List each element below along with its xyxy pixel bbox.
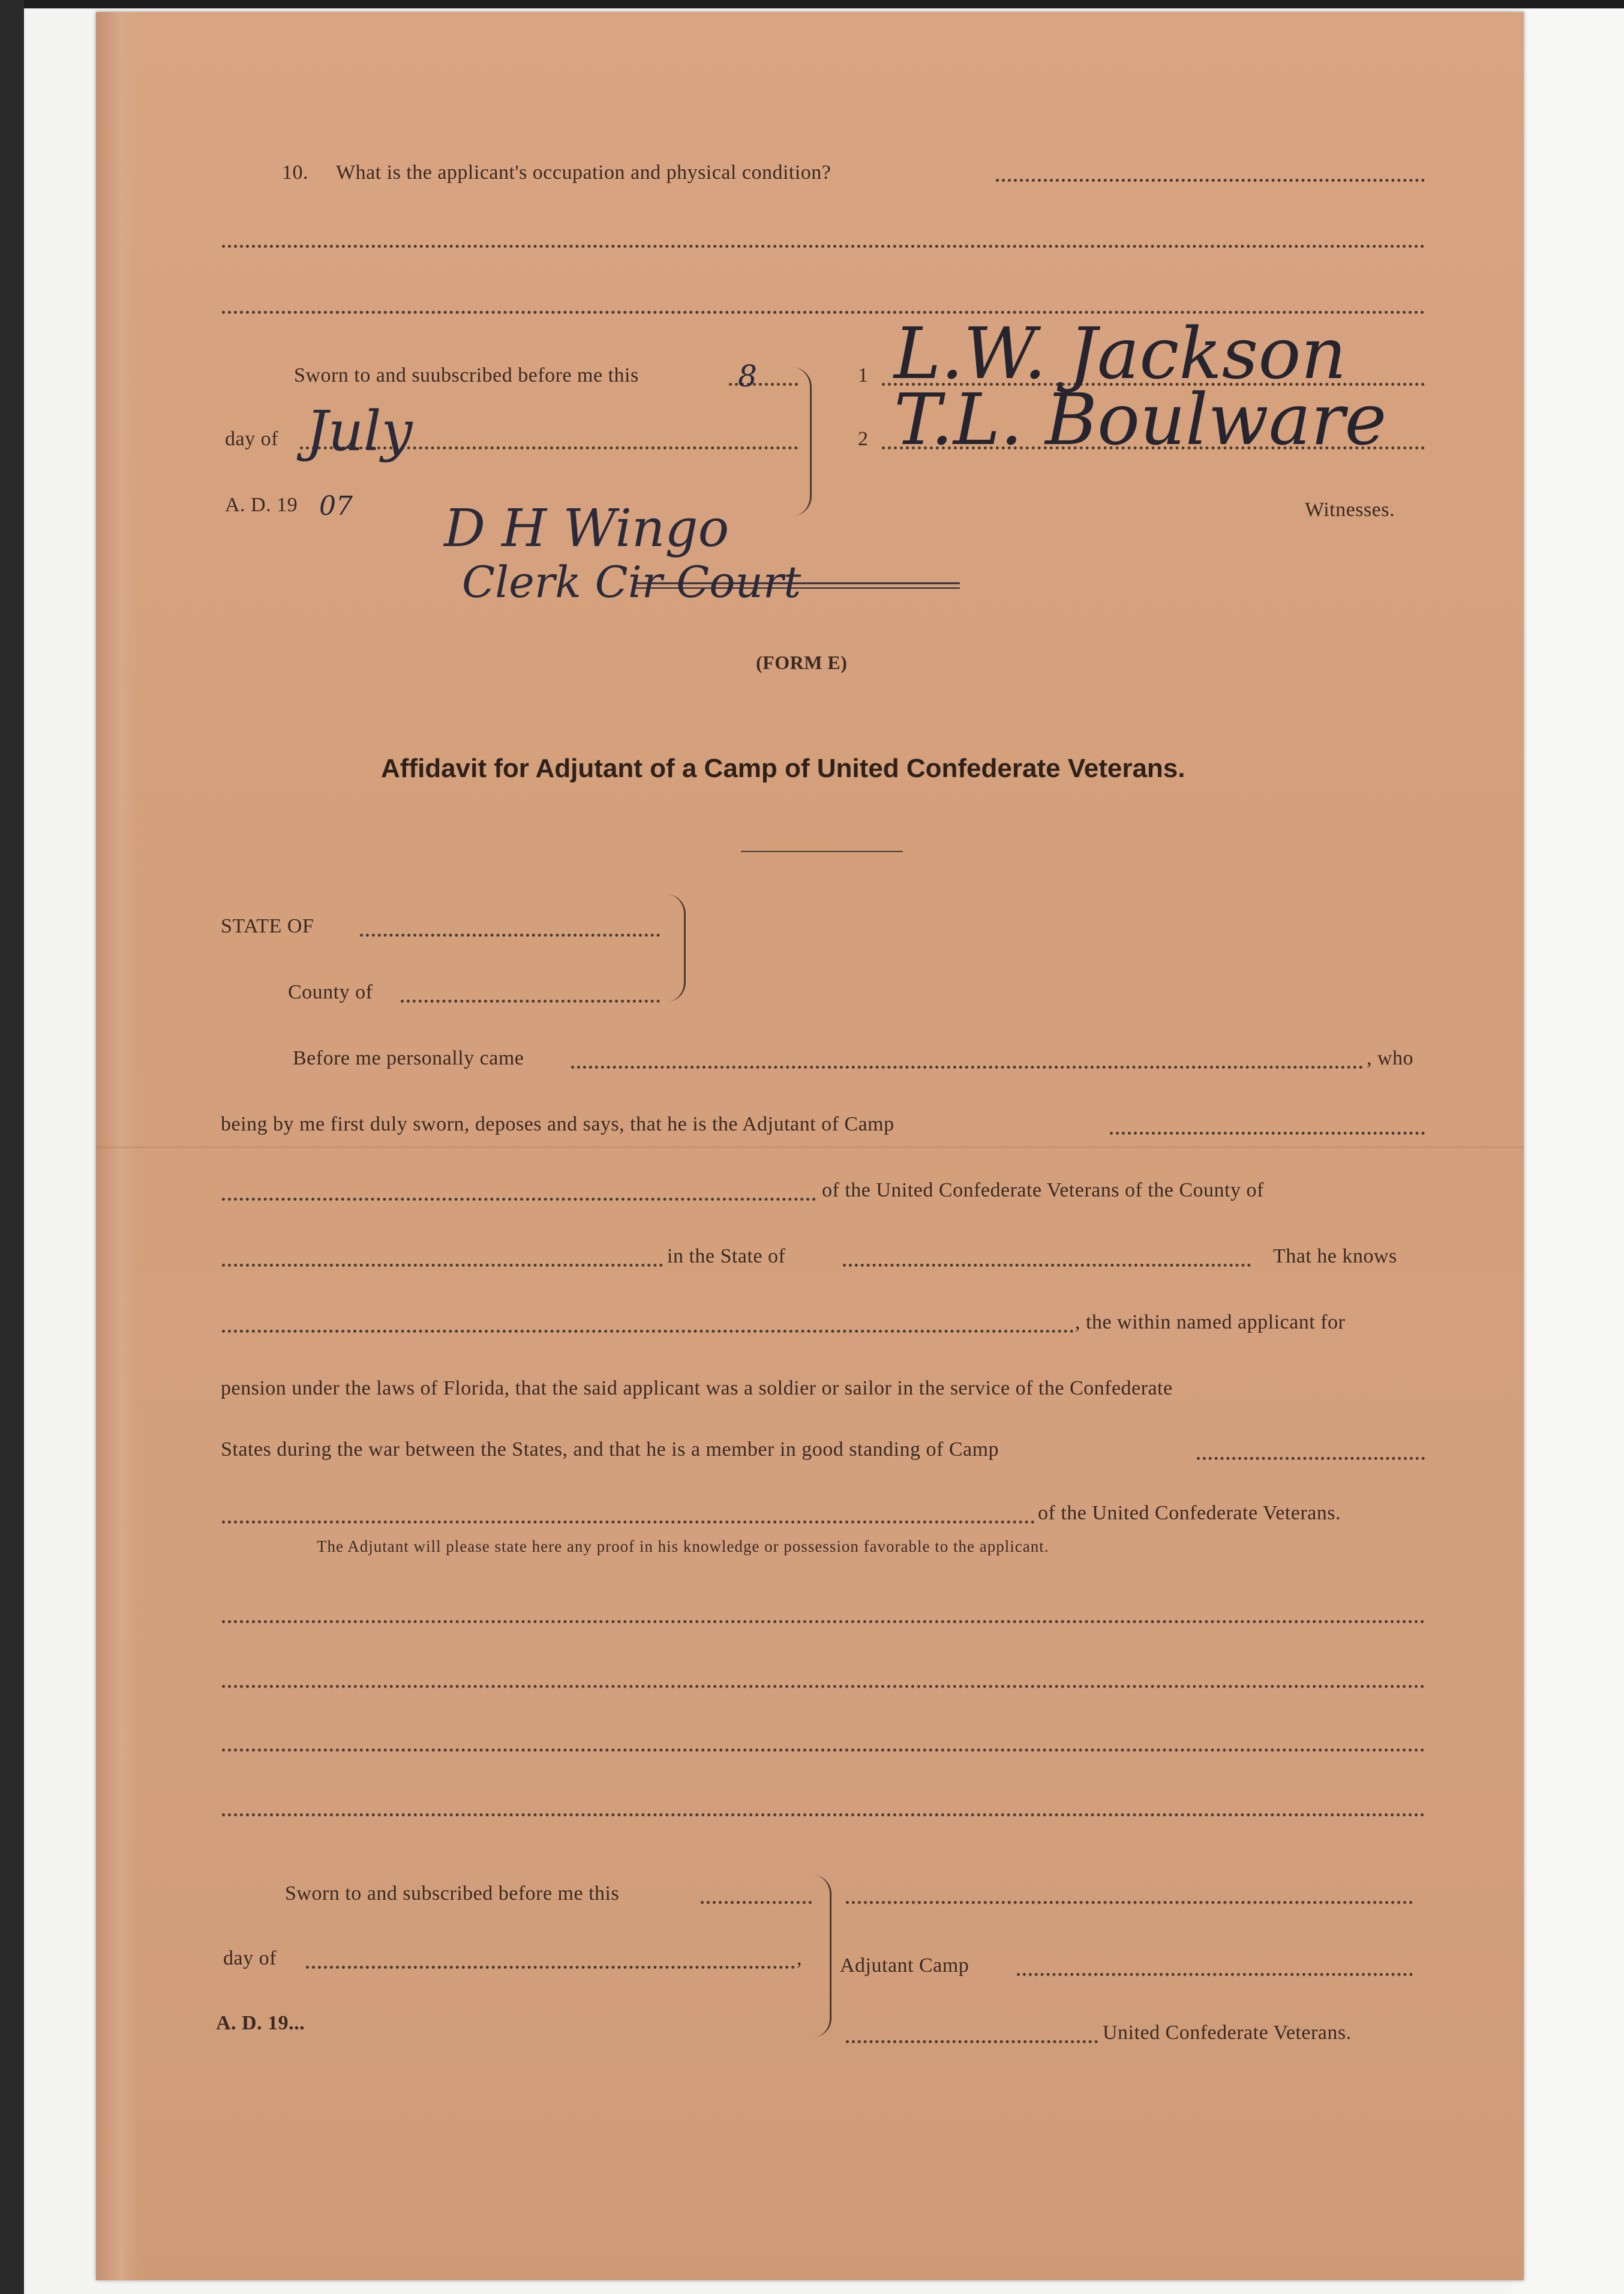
- body-line-1-end: , who: [1367, 1047, 1414, 1069]
- adjutant-instruction: The Adjutant will please state here any proof in his knowledge or possession favorable to the applicant.: [317, 1537, 1049, 1555]
- sworn-day-line-2[interactable]: [701, 1901, 812, 1904]
- body-line-6: pension under the laws of Florida, that the said applicant was a soldier or sailor in the service of the Confederate: [221, 1377, 1173, 1399]
- svg-text:L.W. Jackson: L.W. Jackson: [894, 312, 1347, 395]
- state-label: STATE OF: [221, 915, 314, 937]
- affiant-name-line[interactable]: [571, 1066, 1363, 1069]
- form-title: Affidavit for Adjutant of a Camp of United Confederate Veterans.: [381, 754, 1185, 783]
- witness-1-number: 1: [858, 364, 869, 386]
- body-line-5: , the within named applicant for: [1075, 1311, 1346, 1333]
- adjutant-signature-line[interactable]: [846, 1901, 1413, 1904]
- body-line-4-end: That he knows: [1273, 1245, 1397, 1267]
- witnesses-label: Witnesses.: [1305, 499, 1395, 521]
- county-name-line[interactable]: [222, 1264, 663, 1267]
- question-10-text: What is the applicant's occupation and physical condition?: [336, 161, 831, 184]
- handwritten-month: [300, 384, 516, 474]
- body-line-7: States during the war between the States, and that he is a member in good standing of Camp: [221, 1438, 999, 1461]
- camp-line-2[interactable]: [222, 1198, 816, 1201]
- sworn-label: Sworn to and suubscribed before me this: [294, 364, 639, 386]
- venue-bracket: [666, 894, 686, 1002]
- body-line-8: of the United Confederate Veterans.: [1038, 1502, 1341, 1524]
- svg-text:8: 8: [738, 359, 757, 394]
- witness-2-signature: [888, 366, 1404, 462]
- state-line[interactable]: [360, 934, 660, 937]
- title-divider: [741, 851, 903, 852]
- sworn-label-2: Sworn to and subscribed before me this: [285, 1882, 620, 1905]
- scan-border-left: [0, 0, 24, 2294]
- month-line-2[interactable]: [306, 1966, 795, 1969]
- day-of-label: day of: [225, 428, 278, 450]
- svg-text:Clerk Cir Court: Clerk Cir Court: [462, 557, 802, 607]
- body-line-2: being by me first duly sworn, deposes and says, that he is the Adjutant of Camp: [221, 1113, 894, 1135]
- day-of-label-2: day of: [223, 1947, 277, 1969]
- paper-fold: [96, 1146, 1524, 1149]
- bracket-2: [813, 1875, 831, 2037]
- scan-border-top: [0, 0, 1624, 8]
- witness-2-number: 2: [858, 428, 869, 450]
- clerk-signature: [444, 492, 900, 612]
- handwritten-day: [735, 358, 771, 394]
- ad-label: A. D. 19: [225, 494, 298, 516]
- county-line[interactable]: [401, 1000, 660, 1003]
- body-line-4-mid: in the State of: [667, 1245, 786, 1267]
- body-line-3: of the United Confederate Veterans of the County of: [822, 1179, 1264, 1201]
- ad-label-2: A. D. 19...: [216, 2012, 305, 2034]
- camp-line-1[interactable]: [1110, 1132, 1425, 1135]
- member-camp-line-1[interactable]: [1197, 1457, 1425, 1460]
- ucv-label: United Confederate Veterans.: [1103, 2022, 1352, 2044]
- answer-line-2[interactable]: [222, 245, 1425, 248]
- comma: ,: [797, 1947, 802, 1969]
- answer-line-1[interactable]: [996, 179, 1425, 182]
- body-line-1: Before me personally came: [293, 1047, 524, 1069]
- proof-line-3[interactable]: [222, 1749, 1425, 1752]
- svg-text:07: 07: [319, 491, 353, 521]
- proof-line-4[interactable]: [222, 1813, 1425, 1816]
- adjutant-camp-line[interactable]: [1017, 1973, 1413, 1976]
- county-label: County of: [288, 981, 373, 1003]
- proof-line-1[interactable]: [222, 1620, 1425, 1623]
- scan-background-right: [1512, 8, 1624, 2294]
- member-camp-line-2[interactable]: [222, 1521, 1035, 1524]
- svg-text:T.L. Boulware: T.L. Boulware: [894, 378, 1387, 461]
- question-number: 10.: [282, 161, 308, 184]
- applicant-name-line[interactable]: [222, 1330, 1074, 1333]
- ucv-camp-line[interactable]: [846, 2040, 1098, 2043]
- svg-text:July: July: [306, 399, 413, 463]
- handwritten-year: [318, 486, 366, 522]
- svg-text:D H Wingo: D H Wingo: [444, 499, 730, 559]
- adjutant-camp-label: Adjutant Camp: [840, 1954, 969, 1977]
- form-label: (FORM E): [756, 652, 848, 673]
- state-name-line[interactable]: [843, 1264, 1251, 1267]
- proof-line-2[interactable]: [222, 1685, 1425, 1688]
